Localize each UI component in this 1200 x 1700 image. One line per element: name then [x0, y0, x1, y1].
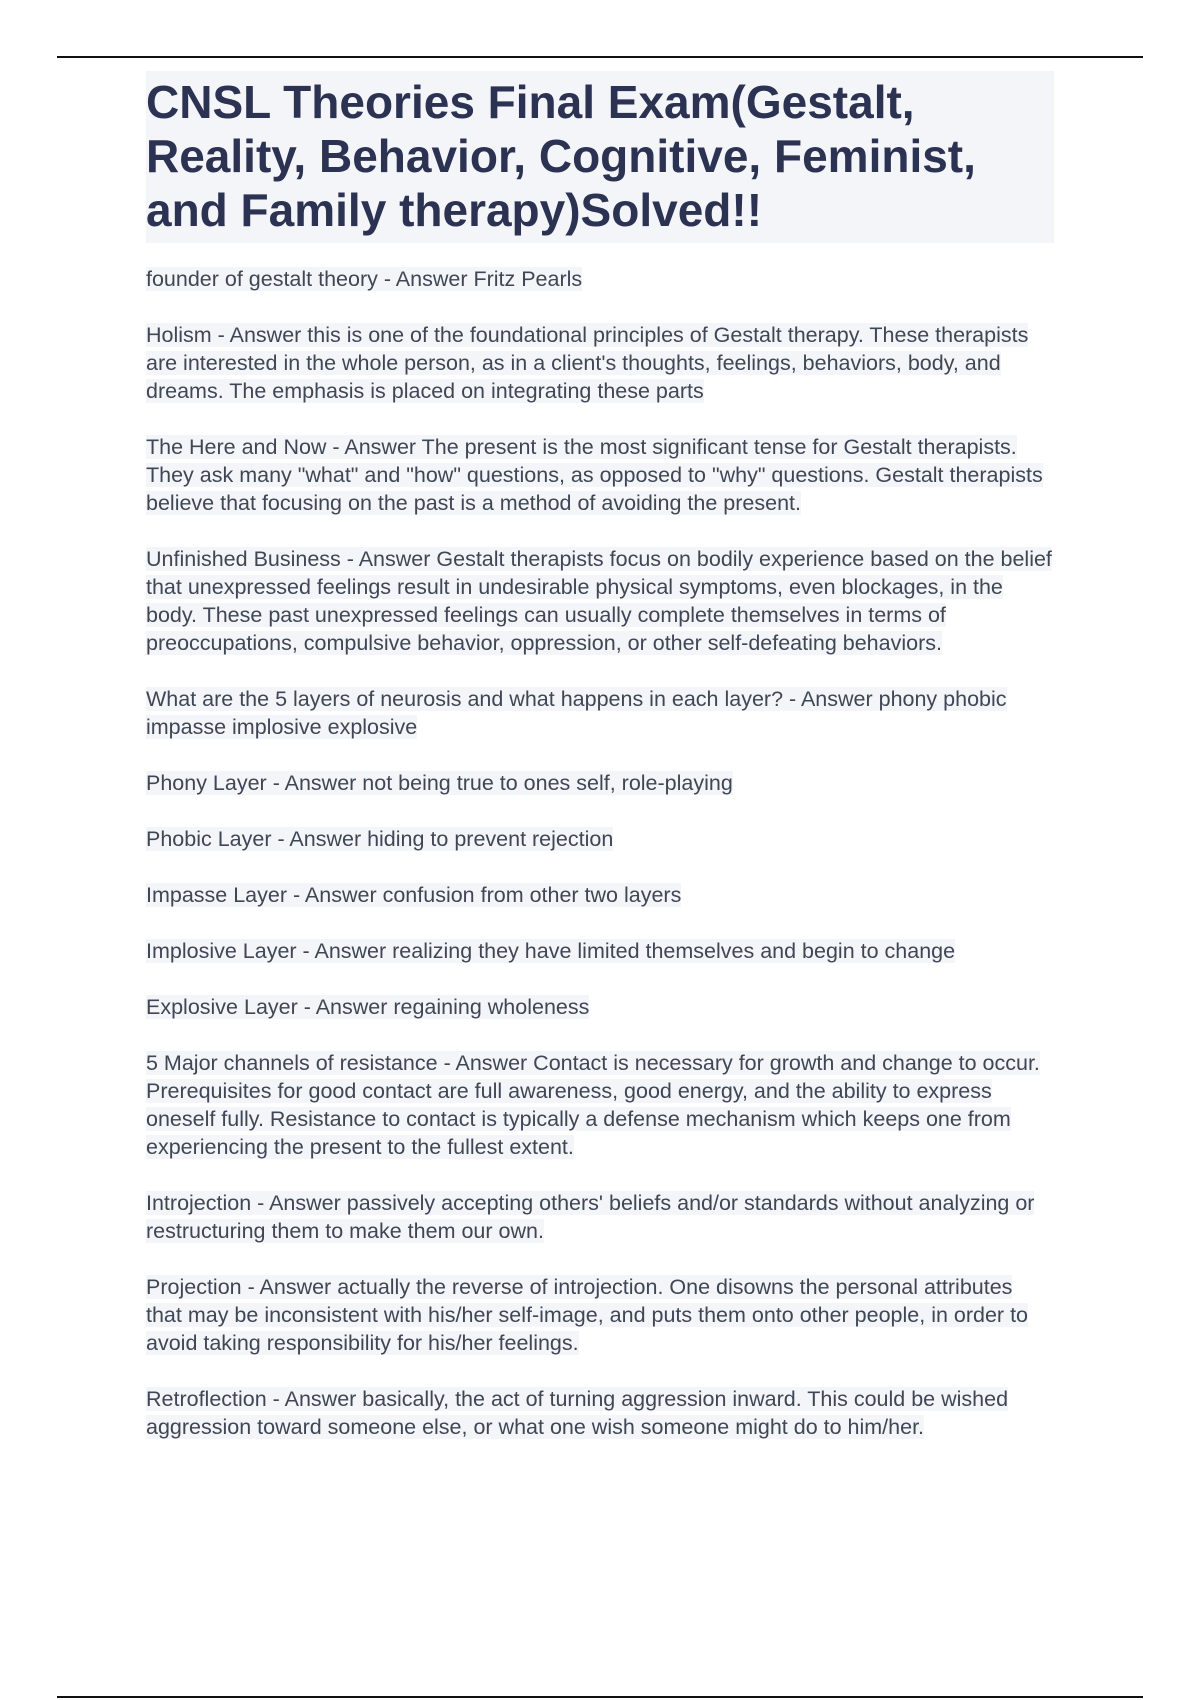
- qa-text: Phony Layer - Answer not being true to ones self, role-playing: [146, 771, 733, 795]
- qa-text: Implosive Layer - Answer realizing they have limited themselves and begin to change: [146, 939, 956, 963]
- qa-item: [146, 1273, 1054, 1357]
- qa-text: Holism - Answer this is one of the foundational principles of Gestalt therapy. These therapists are interested in the whole person, as in a client's thoughts, feelings, behaviors, body, and dreams. The emphasis is placed on integrating these parts: [146, 323, 1029, 403]
- qa-item: [146, 825, 1054, 853]
- qa-text: The Here and Now - Answer The present is the most significant tense for Gestalt therapists. They ask many "what" and "how" questions, as opposed to "why" questions. Gestalt therapists believe that focusing on the past is a method of avoiding the present.: [146, 435, 1043, 515]
- qa-text: Retroflection - Answer basically, the act of turning aggression inward. This could be wished aggression toward someone else, or what one wish someone might do to him/her.: [146, 1387, 1009, 1439]
- qa-item: [146, 1049, 1054, 1161]
- qa-text: 5 Major channels of resistance - Answer Contact is necessary for growth and change to occur. Prerequisites for good contact are full awareness, good energy, and the ability to express oneself fully. Resistance to contact is typically a defense mechanism which keeps one from experiencing the present to the fullest extent.: [146, 1051, 1040, 1159]
- qa-item: [146, 321, 1054, 405]
- qa-text: Projection - Answer actually the reverse of introjection. One disowns the personal attributes that may be inconsistent with his/her self-image, and puts them onto other people, in order to avoid taking responsibility for his/her feelings.: [146, 1275, 1028, 1355]
- bottom-rule: [57, 1696, 1143, 1698]
- title-block: [146, 71, 1054, 243]
- qa-item: [146, 937, 1054, 965]
- qa-text: Introjection - Answer passively accepting others' beliefs and/or standards without analyzing or restructuring them to make them our own.: [146, 1191, 1035, 1243]
- top-rule: [57, 56, 1143, 58]
- qa-item: [146, 881, 1054, 909]
- qa-item: [146, 545, 1054, 657]
- qa-text: Phobic Layer - Answer hiding to prevent rejection: [146, 827, 614, 851]
- qa-item: [146, 265, 1054, 293]
- document-title: CNSL Theories Final Exam(Gestalt, Reality, Behavior, Cognitive, Feminist, and Family therapy)Solved!!: [146, 76, 976, 236]
- qa-item: [146, 1189, 1054, 1245]
- qa-item: [146, 769, 1054, 797]
- qa-text: Impasse Layer - Answer confusion from other two layers: [146, 883, 682, 907]
- qa-item: [146, 993, 1054, 1021]
- qa-item: [146, 685, 1054, 741]
- document-body: [146, 71, 1054, 1469]
- qa-item: [146, 1385, 1054, 1441]
- qa-text: Unfinished Business - Answer Gestalt therapists focus on bodily experience based on the belief that unexpressed feelings result in undesirable physical symptoms, even blockages, in the body. These past unexpressed feelings can usually complete themselves in terms of preoccupations, compulsive behavior, oppression, or other self-defeating behaviors.: [146, 547, 1052, 655]
- qa-text: founder of gestalt theory - Answer Fritz Pearls: [146, 267, 583, 291]
- qa-item: [146, 433, 1054, 517]
- qa-text: Explosive Layer - Answer regaining wholeness: [146, 995, 590, 1019]
- qa-text: What are the 5 layers of neurosis and what happens in each layer? - Answer phony phobic impasse implosive explosive: [146, 687, 1007, 739]
- qa-list: [146, 265, 1054, 1441]
